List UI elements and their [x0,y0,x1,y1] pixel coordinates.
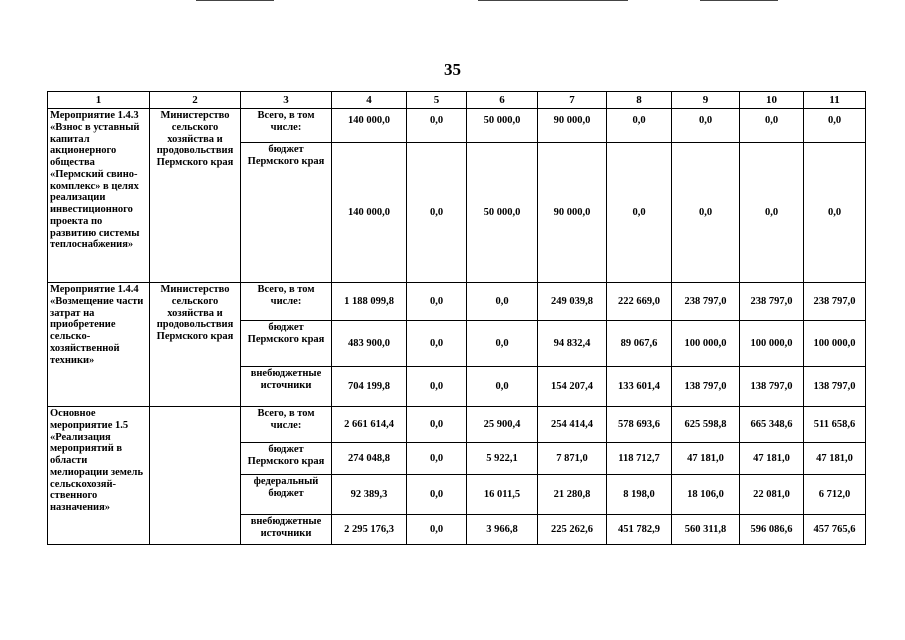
amount-cell: 140 000,0 [332,143,407,283]
header-cell: 4 [332,92,407,109]
amount-cell: 0,0 [407,367,467,407]
amount-cell: 133 601,4 [607,367,672,407]
amount-cell: 6 712,0 [804,475,866,515]
amount-cell: 90 000,0 [538,109,607,143]
amount-cell: 5 922,1 [467,443,538,475]
activity-title-cell: Основное мероприятие 1.5 «Реализация мероприятий в области мелиорации земель сельскохозяй-ственного назначения» [48,407,150,545]
page-number: 35 [444,60,461,79]
amount-cell: 0,0 [407,515,467,545]
budget-table [47,91,866,545]
amount-cell: 138 797,0 [672,367,740,407]
amount-cell: 94 832,4 [538,321,607,367]
amount-cell: 47 181,0 [804,443,866,475]
amount-cell: 89 067,6 [607,321,672,367]
amount-cell: 0,0 [407,475,467,515]
amount-cell: 596 086,6 [740,515,804,545]
amount-cell: 560 311,8 [672,515,740,545]
amount-cell: 50 000,0 [467,109,538,143]
amount-cell: 222 669,0 [607,283,672,321]
amount-cell: 238 797,0 [804,283,866,321]
amount-cell: 92 389,3 [332,475,407,515]
table-row [48,407,866,443]
amount-cell: 0,0 [467,321,538,367]
amount-cell: 511 658,6 [804,407,866,443]
activity-title-cell: Мероприятие 1.4.3 «Взнос в уставный капитал акционерного общества «Пермский свино-комплекс» в целях реализации инвестиционного проекта по развитию системы теплоснабжения» [48,109,150,283]
executor-cell: Министерство сельского хозяйства и продовольствия Пермского края [150,109,241,283]
amount-cell: 457 765,6 [804,515,866,545]
amount-cell: 0,0 [467,283,538,321]
amount-cell: 90 000,0 [538,143,607,283]
amount-cell: 1 188 099,8 [332,283,407,321]
header-cell: 7 [538,92,607,109]
amount-cell: 238 797,0 [740,283,804,321]
header-cell: 1 [48,92,150,109]
amount-cell: 0,0 [672,109,740,143]
table-row [48,283,866,321]
amount-cell: 0,0 [407,143,467,283]
amount-cell: 3 966,8 [467,515,538,545]
amount-cell: 0,0 [672,143,740,283]
funding-source-cell: бюджет Пермского края [241,143,332,283]
funding-source-cell: внебюджетные источники [241,367,332,407]
header-cell: 9 [672,92,740,109]
activity-title-cell: Мероприятие 1.4.4 «Возмещение части затрат на приобретение сельско-хозяйственной техники» [48,283,150,407]
amount-cell: 50 000,0 [467,143,538,283]
amount-cell: 0,0 [407,109,467,143]
amount-cell: 47 181,0 [740,443,804,475]
header-cell: 6 [467,92,538,109]
amount-cell: 140 000,0 [332,109,407,143]
amount-cell: 0,0 [407,283,467,321]
amount-cell: 0,0 [607,109,672,143]
funding-source-cell: внебюджетные источники [241,515,332,545]
amount-cell: 22 081,0 [740,475,804,515]
amount-cell: 483 900,0 [332,321,407,367]
amount-cell: 100 000,0 [804,321,866,367]
amount-cell: 16 011,5 [467,475,538,515]
amount-cell: 704 199,8 [332,367,407,407]
amount-cell: 274 048,8 [332,443,407,475]
page-top-rule-center [478,0,628,1]
page-top-rule-right [700,0,778,1]
amount-cell: 0,0 [407,321,467,367]
amount-cell: 154 207,4 [538,367,607,407]
amount-cell: 2 661 614,4 [332,407,407,443]
amount-cell: 0,0 [607,143,672,283]
amount-cell: 254 414,4 [538,407,607,443]
header-cell: 8 [607,92,672,109]
page-top-rule-left [196,0,274,1]
header-cell: 5 [407,92,467,109]
amount-cell: 0,0 [407,443,467,475]
amount-cell: 0,0 [467,367,538,407]
funding-source-cell: Всего, в том числе: [241,283,332,321]
amount-cell: 7 871,0 [538,443,607,475]
amount-cell: 21 280,8 [538,475,607,515]
amount-cell: 47 181,0 [672,443,740,475]
executor-cell [150,407,241,545]
amount-cell: 625 598,8 [672,407,740,443]
amount-cell: 138 797,0 [804,367,866,407]
amount-cell: 665 348,6 [740,407,804,443]
funding-source-cell: бюджет Пермского края [241,321,332,367]
amount-cell: 2 295 176,3 [332,515,407,545]
amount-cell: 8 198,0 [607,475,672,515]
funding-source-cell: Всего, в том числе: [241,109,332,143]
amount-cell: 451 782,9 [607,515,672,545]
amount-cell: 238 797,0 [672,283,740,321]
header-cell: 2 [150,92,241,109]
header-cell: 10 [740,92,804,109]
amount-cell: 0,0 [804,143,866,283]
amount-cell: 0,0 [740,143,804,283]
amount-cell: 25 900,4 [467,407,538,443]
amount-cell: 578 693,6 [607,407,672,443]
funding-source-cell: бюджет Пермского края [241,443,332,475]
amount-cell: 225 262,6 [538,515,607,545]
column-number-row [48,92,866,109]
table-row [48,109,866,143]
header-cell: 3 [241,92,332,109]
amount-cell: 118 712,7 [607,443,672,475]
amount-cell: 0,0 [804,109,866,143]
funding-source-cell: федеральный бюджет [241,475,332,515]
amount-cell: 100 000,0 [740,321,804,367]
amount-cell: 249 039,8 [538,283,607,321]
table-body [48,92,866,545]
amount-cell: 0,0 [740,109,804,143]
amount-cell: 18 106,0 [672,475,740,515]
header-cell: 11 [804,92,866,109]
funding-source-cell: Всего, в том числе: [241,407,332,443]
executor-cell: Министерство сельского хозяйства и продовольствия Пермского края [150,283,241,407]
amount-cell: 138 797,0 [740,367,804,407]
amount-cell: 100 000,0 [672,321,740,367]
amount-cell: 0,0 [407,407,467,443]
